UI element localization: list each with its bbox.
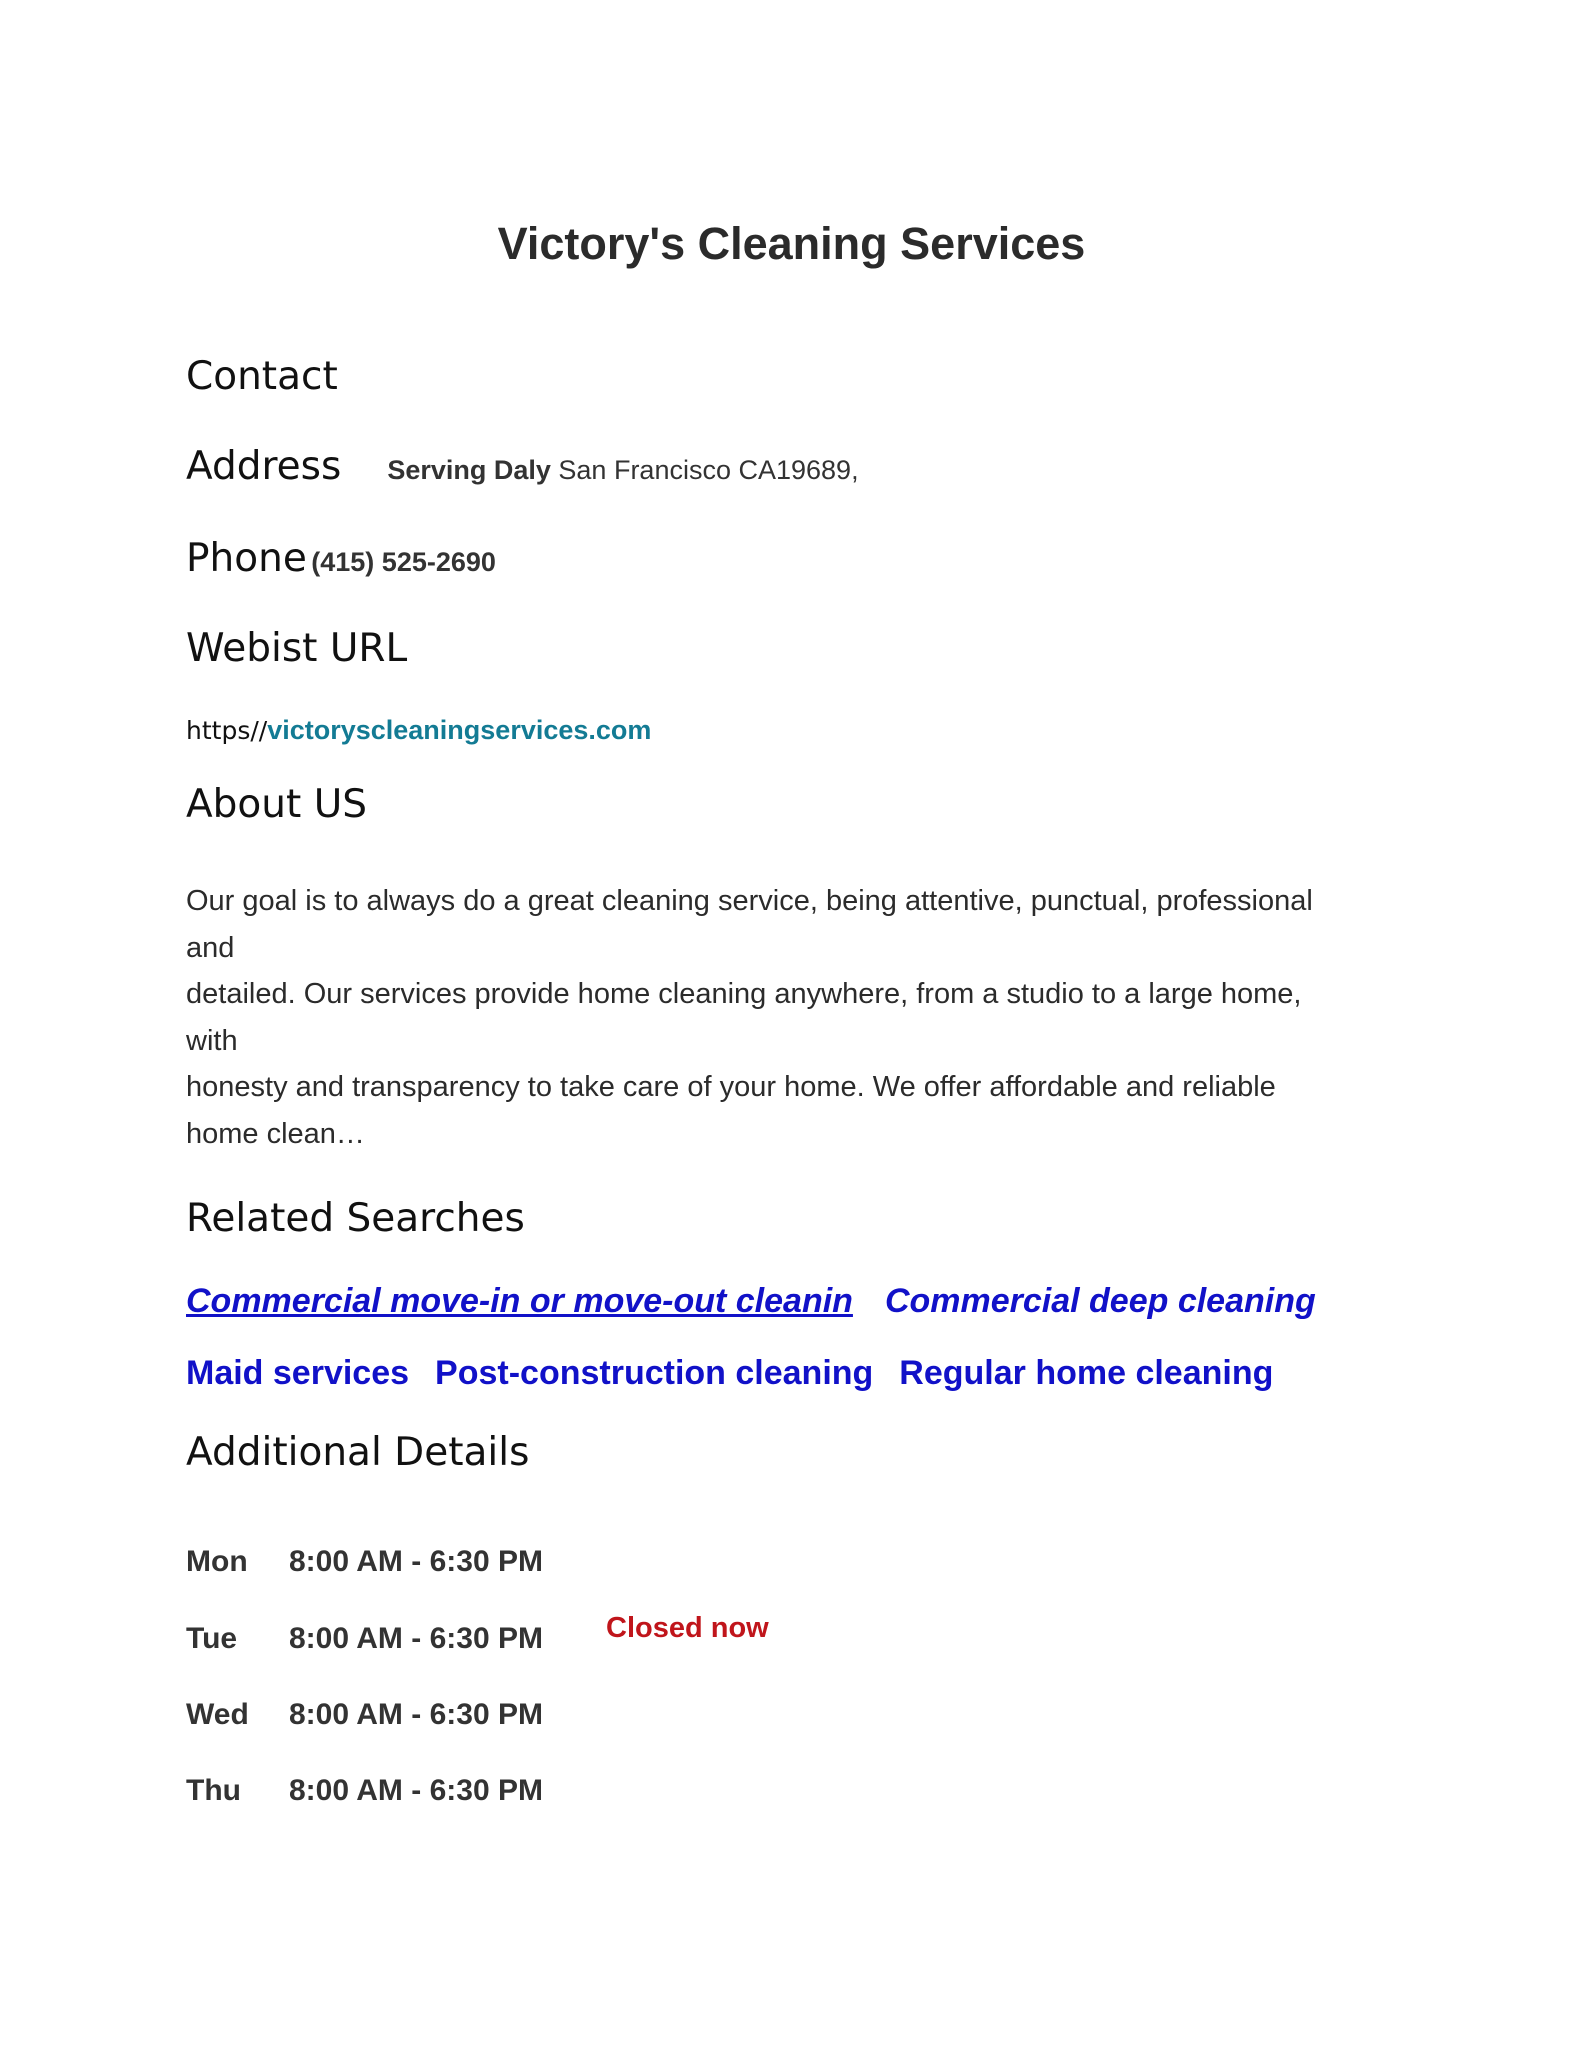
- related-links-row: [186, 1282, 1316, 1321]
- website-heading: Webist URL: [186, 626, 408, 671]
- related-link-maid-services[interactable]: Maid services: [186, 1354, 410, 1392]
- hours-time: 8:00 AM - 6:30 PM: [289, 1774, 543, 1807]
- phone-number[interactable]: (415) 525-2690: [311, 547, 496, 577]
- hours-time: 8:00 AM - 6:30 PM: [289, 1545, 543, 1578]
- about-line: with: [186, 1024, 238, 1057]
- about-line: detailed. Our services provide home cleaning anywhere, from a studio to a large home,: [186, 978, 1302, 1010]
- hours-row: [186, 1545, 543, 1579]
- phone-label: Phone: [186, 536, 307, 581]
- related-link-post-construction[interactable]: Post-construction cleaning: [435, 1354, 874, 1392]
- address-text: San Francisco CA19689,: [550, 455, 859, 485]
- additional-details-heading: Additional Details: [186, 1430, 530, 1475]
- hours-day: Thu: [186, 1774, 241, 1807]
- about-line: honesty and transparency to take care of your home. We offer affordable and reliable: [186, 1071, 1276, 1103]
- related-link-regular-home[interactable]: Regular home cleaning: [899, 1354, 1274, 1392]
- contact-heading: Contact: [186, 354, 338, 399]
- about-paragraph: [186, 878, 1416, 1157]
- hours-day: Mon: [186, 1545, 248, 1578]
- related-searches-heading: Related Searches: [186, 1196, 525, 1241]
- related-link-commercial-deep[interactable]: Commercial deep cleaning: [884, 1282, 1316, 1320]
- hours-row: [186, 1622, 543, 1656]
- related-links-row: [186, 1354, 1273, 1393]
- hours-day: Wed: [186, 1698, 249, 1731]
- about-line: Our goal is to always do a great cleaning service, being attentive, punctual, professional: [186, 885, 1313, 917]
- address-bold: Serving Daly: [387, 455, 551, 485]
- address-row: [186, 444, 859, 489]
- open-status-badge: Closed now: [606, 1612, 769, 1644]
- hours-row: [186, 1698, 543, 1732]
- website-prefix: https//: [186, 716, 268, 745]
- about-heading: About US: [186, 782, 368, 827]
- hours-day: Tue: [186, 1622, 238, 1655]
- phone-row: [186, 536, 496, 581]
- hours-time: 8:00 AM - 6:30 PM: [289, 1622, 543, 1655]
- website-row: [186, 715, 651, 746]
- hours-row: [186, 1774, 543, 1808]
- page-title: Victory's Cleaning Services: [497, 218, 1086, 269]
- website-link[interactable]: victoryscleaningservices.com: [267, 715, 652, 745]
- hours-time: 8:00 AM - 6:30 PM: [289, 1698, 543, 1731]
- about-line: home clean…: [186, 1117, 365, 1150]
- about-line: and: [186, 931, 235, 964]
- related-link-commercial-move[interactable]: Commercial move-in or move-out cleanin: [186, 1282, 853, 1320]
- address-label: Address: [186, 444, 342, 489]
